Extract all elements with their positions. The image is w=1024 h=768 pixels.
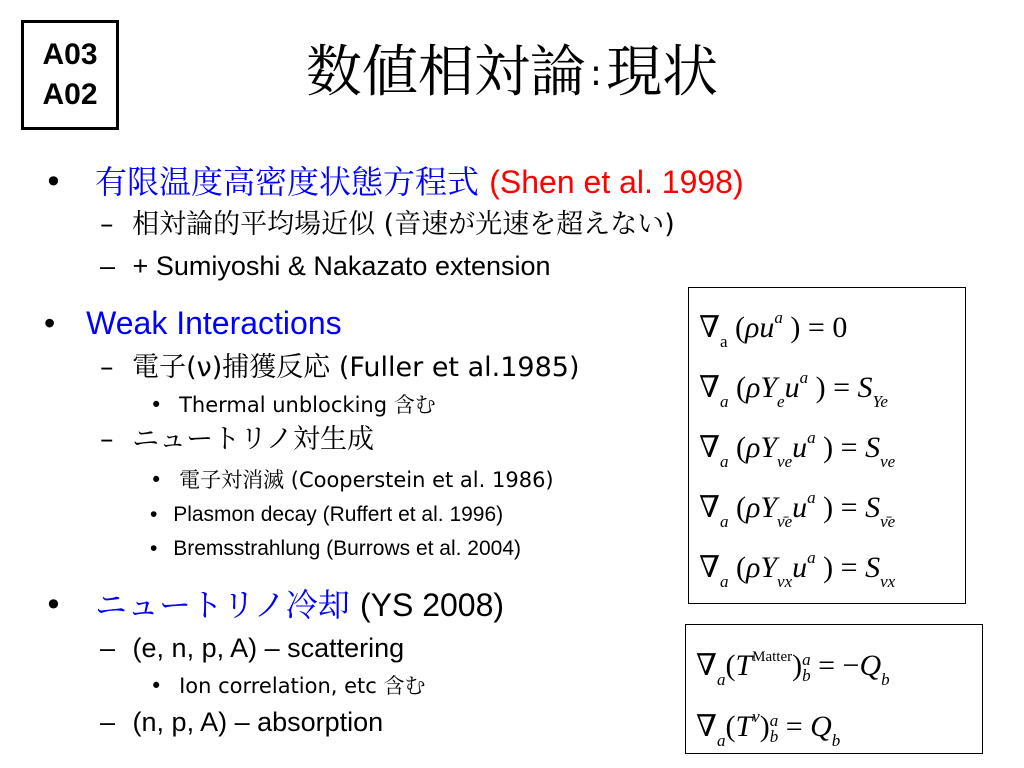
equation-symbol: b: [769, 727, 779, 747]
equation-symbol: Y: [760, 431, 778, 464]
equation-symbol: Y: [760, 491, 778, 524]
equation-symbol: Q: [859, 649, 882, 682]
equation-2: [699, 360, 888, 420]
bullet-eos: [44, 164, 744, 200]
conservation-equations-box: [688, 287, 966, 604]
equation-symbol: S: [857, 371, 873, 404]
equation-symbol: νx: [777, 572, 793, 591]
equation-symbol: =: [840, 551, 858, 584]
bullet-marker: •: [150, 468, 163, 492]
equation-symbol: ρ: [745, 311, 760, 344]
bullet-marker: •: [44, 305, 56, 341]
equation-4: [699, 480, 895, 540]
equation-symbol: ρ: [745, 551, 761, 584]
equation-symbol: [800, 360, 809, 396]
equation-symbol: [881, 662, 890, 698]
pair-item-2-text: Plasmon decay (Ruffert et al. 1996): [173, 503, 504, 526]
equation-symbol: u: [759, 311, 775, 344]
equation-symbol: a: [716, 670, 726, 689]
equation-symbol: Q: [810, 710, 832, 743]
absorption-text: (n, p, A) – absorption: [132, 707, 384, 737]
equation-symbol: (: [725, 649, 736, 682]
equation-symbol: νe: [777, 452, 793, 471]
equation-symbol: a: [807, 428, 816, 447]
tag-line-1: A03: [42, 38, 98, 71]
equation-symbol: a: [807, 488, 816, 507]
equation-symbol: ∇: [696, 649, 717, 682]
eos-citation: (Shen et al. 1998): [489, 164, 744, 200]
equation-symbol: ): [815, 371, 826, 404]
pair-item-3-text: Bremsstrahlung (Burrows et al. 2004): [173, 537, 522, 560]
equation-symbol: T: [735, 649, 753, 682]
equation-symbol: ∇: [699, 551, 720, 584]
pair-item-1: [150, 468, 554, 492]
equation-symbol: b: [881, 670, 890, 689]
weak-thermal: [150, 393, 436, 417]
equation-symbol: ρ: [745, 491, 761, 524]
equation-symbol: −: [842, 649, 860, 682]
equation-symbol: S: [865, 491, 881, 524]
equation-symbol: a: [799, 368, 809, 387]
eos-label: 有限温度高密度状態方程式: [95, 163, 480, 201]
equation-symbol: = 0: [807, 311, 848, 344]
bullet-marker: •: [150, 393, 163, 417]
equation-symbol: νe: [880, 452, 896, 471]
equation-symbol: ∇: [696, 710, 717, 743]
tag-line-2: A02: [42, 78, 98, 111]
equation-symbol: =: [840, 491, 858, 524]
weak-label: Weak Interactions: [86, 305, 342, 341]
slide-title: [0, 38, 1024, 109]
thermal-text: Thermal unblocking 含む: [179, 393, 436, 417]
equation-symbol: Y: [760, 551, 778, 584]
equation-symbol: [873, 384, 888, 420]
pair-item-1-text: 電子対消滅 (Cooperstein et al. 1986): [179, 468, 554, 492]
equation-symbol: Ye: [872, 392, 888, 411]
equation-symbol: (: [735, 551, 746, 584]
equation-symbol: a: [774, 308, 783, 327]
electron-capture-text: 電子(ν)捕獲反応 (Fuller et al.1985): [132, 352, 580, 383]
dash: –: [100, 251, 116, 281]
eos-sub-2: [100, 251, 551, 281]
energy-momentum-equations-box: [685, 624, 983, 754]
equation-symbol: [777, 564, 792, 600]
equation-symbol: [880, 444, 895, 480]
equation-symbol: ν̄e: [777, 512, 793, 531]
equation-symbol: [720, 564, 729, 600]
equation-5: [699, 540, 895, 600]
equation-symbol: [720, 384, 729, 420]
equation-symbol: (: [735, 311, 745, 344]
equation-symbol: [720, 444, 729, 480]
equation-symbol: [832, 723, 841, 759]
cooling-label: ニュートリノ冷却: [95, 586, 350, 624]
equation-symbol: ): [823, 491, 834, 524]
equation-symbol: νx: [880, 572, 896, 591]
equation-symbol: a: [719, 572, 729, 591]
equation-symbol: [777, 384, 785, 420]
equation-symbol: u: [792, 491, 808, 524]
cooling-absorption: [100, 707, 383, 737]
equation-symbol: ): [823, 431, 834, 464]
title-colon: :: [589, 53, 603, 94]
equation-6: [696, 639, 890, 698]
equation-symbol: [807, 480, 816, 516]
dash: –: [100, 633, 116, 663]
equation-symbol: [880, 564, 895, 600]
title-main: 数値相対論: [305, 40, 586, 105]
equation-symbol: =: [785, 710, 803, 743]
dash: –: [100, 707, 116, 737]
title-suffix: 現状: [606, 40, 719, 105]
scattering-text: (e, n, p, A) – scattering: [132, 633, 405, 663]
equation-symbol: (: [735, 491, 746, 524]
bullet-marker: •: [44, 586, 63, 624]
equation-symbol: =: [833, 371, 851, 404]
equation-symbol: u: [792, 551, 808, 584]
equation-symbol: (: [735, 431, 746, 464]
pair-text: ニュートリノ対生成: [132, 424, 375, 455]
equation-symbol: a: [716, 731, 726, 750]
equation-symbol: (: [725, 710, 736, 743]
equation-3: [699, 420, 895, 480]
equation-symbol: [807, 420, 816, 456]
ion-text: Ion correlation, etc 含む: [179, 674, 426, 698]
equation-symbol: ν̄e: [880, 512, 896, 531]
equation-symbol: ρ: [745, 431, 761, 464]
equation-symbol: a: [719, 512, 729, 531]
equation-symbol: [720, 504, 729, 540]
equation-symbol: a: [807, 548, 816, 567]
equation-symbol: [807, 540, 816, 576]
eos-sub-1-text: 相対論的平均場近似 (音速が光速を超えない): [132, 209, 675, 240]
equation-symbol: [770, 713, 779, 745]
equation-symbol: e: [777, 392, 785, 411]
equation-7: [696, 699, 840, 759]
pair-item-2: [150, 503, 503, 527]
equation-symbol: [752, 699, 760, 735]
equation-symbol: S: [865, 551, 881, 584]
equation-symbol: a: [719, 452, 729, 471]
equation-symbol: ): [790, 311, 801, 344]
eos-sub-2-text: + Sumiyoshi & Nakazato extension: [132, 251, 551, 281]
equation-symbol: b: [831, 731, 841, 750]
bullet-marker: •: [150, 674, 163, 698]
equation-symbol: [774, 300, 783, 336]
bullet-marker: •: [44, 163, 63, 201]
equation-symbol: [802, 652, 811, 684]
equation-symbol: =: [840, 431, 858, 464]
equation-symbol: u: [792, 431, 808, 464]
cooling-scattering: [100, 633, 404, 663]
bullet-marker: •: [150, 537, 158, 560]
equation-symbol: ν: [752, 707, 760, 726]
weak-electron-capture: [100, 353, 579, 383]
equation-symbol: ): [823, 551, 834, 584]
equation-symbol: ∇: [699, 491, 720, 524]
equation-symbol: a: [719, 332, 728, 351]
equation-symbol: Y: [760, 371, 778, 404]
cooling-ion: [150, 674, 426, 698]
equation-symbol: ∇: [699, 431, 720, 464]
bullet-cooling: [44, 587, 504, 623]
equation-symbol: [880, 504, 895, 540]
equation-symbol: ): [792, 649, 803, 682]
bullet-marker: •: [150, 503, 158, 526]
cooling-citation: (YS 2008): [359, 587, 505, 623]
equation-symbol: u: [784, 371, 800, 404]
equation-symbol: a: [769, 711, 779, 731]
dash: –: [100, 209, 114, 240]
equation-symbol: [777, 504, 792, 540]
equation-symbol: =: [818, 649, 836, 682]
equation-symbol: ∇: [699, 371, 720, 404]
bullet-weak: [44, 305, 342, 341]
equation-symbol: a: [719, 392, 729, 411]
pair-item-3: [150, 537, 521, 561]
weak-pair: [100, 425, 374, 455]
equation-symbol: ρ: [745, 371, 761, 404]
equation-symbol: ): [759, 710, 770, 743]
equation-symbol: T: [735, 710, 753, 743]
equation-symbol: [777, 444, 792, 480]
dash: –: [100, 352, 114, 383]
equation-symbol: Matter: [752, 649, 793, 665]
equation-symbol: a: [802, 650, 811, 670]
nabla-symbol: ∇: [699, 311, 720, 344]
eos-sub-1: [100, 210, 675, 240]
dash: –: [100, 424, 114, 455]
equation-symbol: b: [802, 666, 811, 686]
equation-symbol: S: [865, 431, 881, 464]
equation-1: [699, 300, 847, 360]
equation-symbol: (: [735, 371, 746, 404]
